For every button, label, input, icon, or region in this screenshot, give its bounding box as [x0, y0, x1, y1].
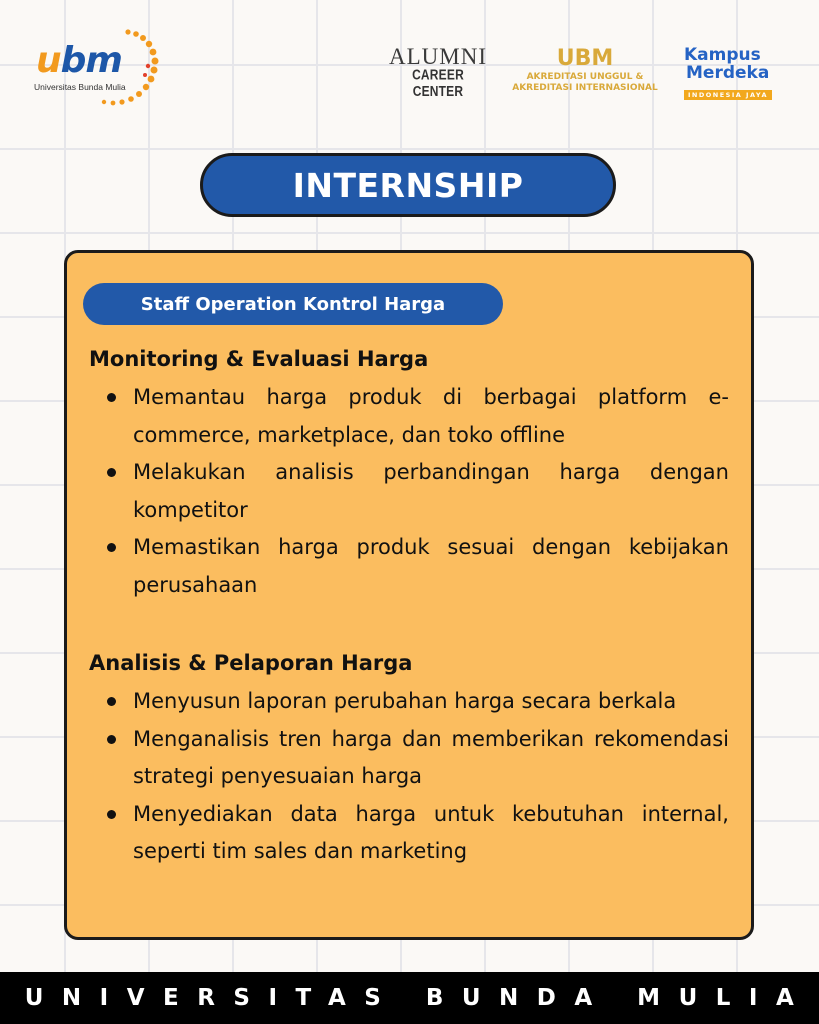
bullet-item: Memastikan harga produk sesuai dengan kebijakan perusahaan: [89, 529, 729, 604]
bullet-item: Menganalisis tren harga dan memberikan rekomendasi strategi penyesuaian harga: [89, 721, 729, 796]
akreditasi-logo: [500, 46, 670, 94]
akreditasi-logo-line1: AKREDITASI UNGGUL &: [526, 72, 644, 82]
section-title: Monitoring & Evaluasi Harga: [89, 347, 429, 371]
job-description-card: [64, 250, 754, 940]
footer-bar: [0, 972, 819, 1024]
kampus-merdeka-logo: [684, 46, 794, 101]
alumni-logo-bottom: CAREER CENTER: [412, 66, 464, 100]
role-title: Staff Operation Kontrol Harga: [140, 293, 446, 315]
page-title-pill: [200, 153, 616, 217]
ubm-logo: [32, 26, 162, 116]
alumni-career-center-logo: [386, 44, 490, 100]
kampus-logo-line1: Kampus: [684, 45, 761, 65]
ubm-wordmark: ubm: [36, 40, 122, 81]
page-title: INTERNSHIP: [292, 165, 524, 205]
kampus-logo-line2: Merdeka: [686, 63, 770, 83]
section-monitoring: [89, 343, 729, 604]
bullet-list: [89, 379, 729, 604]
kampus-logo-tag: INDONESIA JAYA: [684, 90, 772, 100]
bullet-item: Menyediakan data harga untuk kebutuhan internal, seperti tim sales dan marketing: [89, 796, 729, 871]
bullet-item: Memantau harga produk di berbagai platform e-commerce, marketplace, dan toko offline: [89, 379, 729, 454]
section-analisis: [89, 647, 729, 871]
footer-text: UNIVERSITAS BUNDA MULIA: [24, 985, 813, 1011]
bullet-item: Menyusun laporan perubahan harga secara berkala: [89, 683, 729, 721]
akreditasi-logo-top: UBM: [556, 46, 614, 71]
bullet-list: [89, 683, 729, 871]
bullet-item: Melakukan analisis perbandingan harga dengan kompetitor: [89, 454, 729, 529]
alumni-logo-top: ALUMNI: [389, 44, 487, 69]
header: [0, 0, 819, 140]
section-title: Analisis & Pelaporan Harga: [89, 651, 413, 675]
akreditasi-logo-line2: AKREDITASI INTERNASIONAL: [512, 83, 658, 93]
ubm-logo-subtitle: Universitas Bunda Mulia: [34, 82, 126, 92]
role-pill: [83, 283, 503, 325]
